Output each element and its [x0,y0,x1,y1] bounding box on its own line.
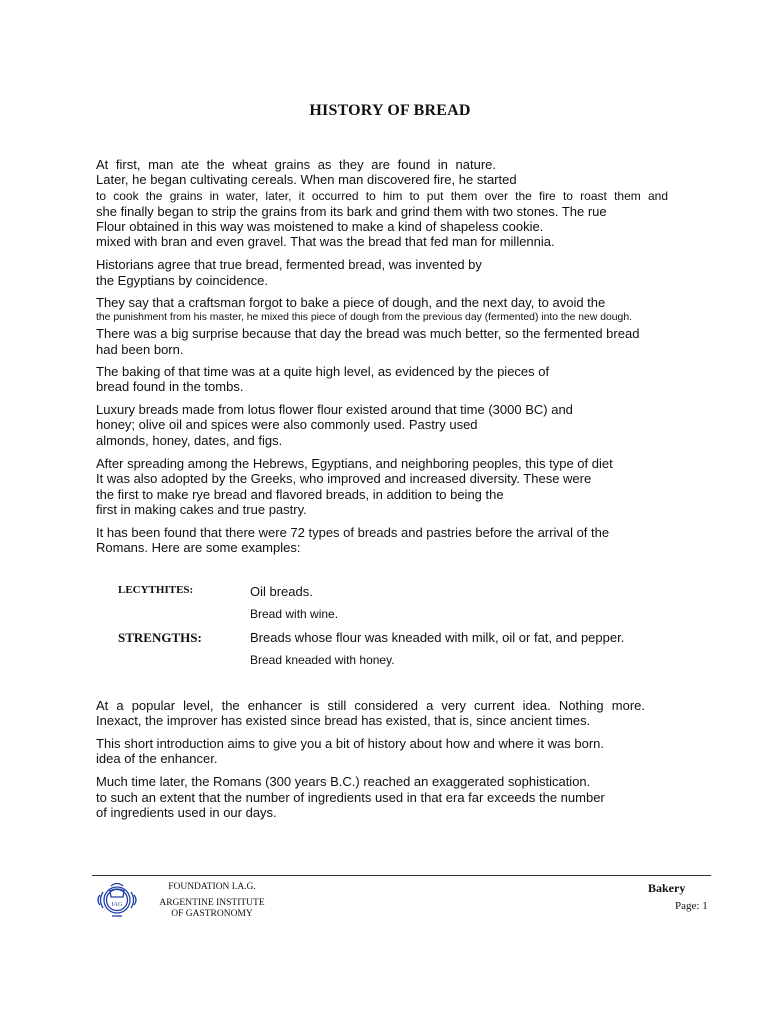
body-text-line: to such an extent that the number of ingredients used in that era far exceeds the number [96,790,605,805]
body-text-line: Romans. Here are some examples: [96,540,301,555]
definition-text: Bread kneaded with honey. [250,653,395,667]
body-text-line: There was a big surprise because that day the bread was much better, so the fermented bread [96,326,640,341]
body-text-line: the Egyptians by coincidence. [96,273,268,288]
definition-term: LECYTHITES: [118,584,194,596]
body-text-line: Flour obtained in this way was moistened to make a kind of shapeless cookie. [96,219,544,234]
body-text-line: Inexact, the improver has existed since bread has existed, that is, since ancient times. [96,713,591,728]
body-text-line: bread found in the tombs. [96,379,244,394]
body-text-line: After spreading among the Hebrews, Egyptians, and neighboring peoples, this type of diet [96,456,613,471]
body-text-line: It was also adopted by the Greeks, who improved and increased diversity. These were [96,471,592,486]
body-text-line: Later, he began cultivating cereals. When man discovered fire, he started [96,172,517,187]
definition-text: Breads whose flour was kneaded with milk, oil or fat, and pepper. [250,630,625,645]
footer-rule [92,875,711,876]
body-text-line: idea of the enhancer. [96,751,218,766]
footer-page-number: Page: 1 [675,900,708,912]
body-text-line: This short introduction aims to give you a bit of history about how and where it was born. [96,736,604,751]
body-text-line: They say that a craftsman forgot to bake a piece of dough, and the next day, to avoid the [96,295,606,310]
definition-text: Oil breads. [250,584,313,599]
iag-logo-icon [94,878,140,922]
body-text-line: At first, man ate the wheat grains as they are found in nature. [96,157,496,172]
definition-text: Bread with wine. [250,607,339,621]
body-text-line: Much time later, the Romans (300 years B.C.) reached an exaggerated sophistication. [96,774,591,789]
footer-org-line: OF GASTRONOMY [171,909,253,919]
logo-text: IAG [111,902,123,908]
body-text-line: The baking of that time was at a quite high level, as evidenced by the pieces of [96,364,550,379]
body-text-line: she finally began to strip the grains from its bark and grind them with two stones. The rue [96,204,607,219]
definition-term: STRENGTHS: [118,630,202,645]
body-text-line: honey; olive oil and spices were also commonly used. Pastry used [96,417,478,432]
footer-org-line: ARGENTINE INSTITUTE [159,898,265,908]
body-text-line: to cook the grains in water, later, it occurred to him to put them over the fire to roast them and [96,189,668,203]
body-text-line: mixed with bran and even gravel. That was the bread that fed man for millennia. [96,234,555,249]
body-text-line: had been born. [96,342,184,357]
body-text-line: first in making cakes and true pastry. [96,502,307,517]
footer-org-name: FOUNDATION I.A.G. [168,882,256,892]
body-text-line: Historians agree that true bread, fermented bread, was invented by [96,257,482,272]
body-text-line: almonds, honey, dates, and figs. [96,433,283,448]
body-text-line: Luxury breads made from lotus flower flour existed around that time (3000 BC) and [96,402,573,417]
page-title: HISTORY OF BREAD [309,102,471,119]
body-text-line: At a popular level, the enhancer is still considered a very current idea. Nothing more. [96,698,645,713]
body-text-line: the punishment from his master, he mixed this piece of dough from the previous day (fermented) into the new dough. [96,312,632,323]
body-text-line: It has been found that there were 72 types of breads and pastries before the arrival of the [96,525,610,540]
footer-section-label: Bakery [648,881,686,895]
body-text-line: the first to make rye bread and flavored breads, in addition to being the [96,487,504,502]
body-text-line: of ingredients used in our days. [96,805,277,820]
